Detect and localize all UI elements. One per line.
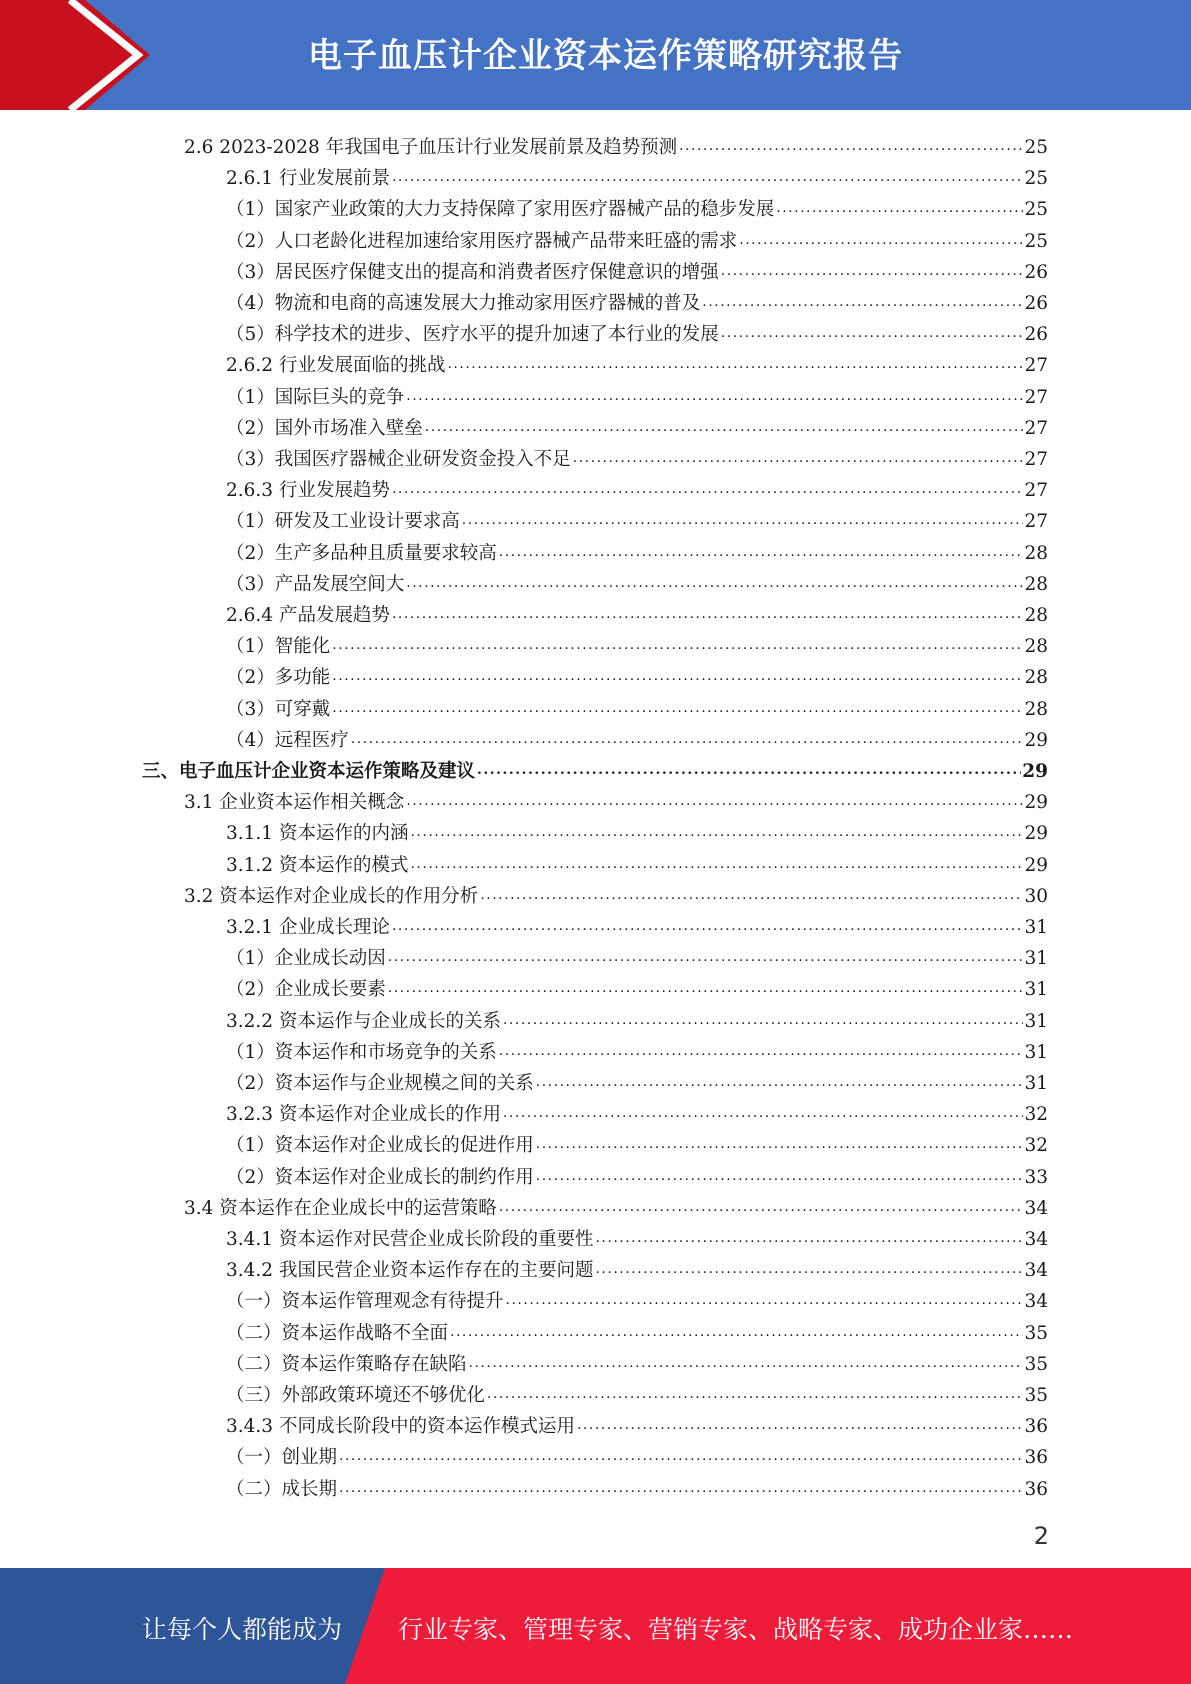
toc-entry-title: （3）可穿戴 (226, 698, 331, 720)
toc-entry[interactable] (226, 190, 1048, 221)
toc-entry-page: 25 (1024, 199, 1048, 221)
toc-entry[interactable] (226, 1376, 1048, 1407)
toc-entry-title: （2）国外市场准入壁垒 (226, 417, 423, 439)
dot-leader (480, 884, 1023, 906)
toc-entry[interactable] (226, 284, 1048, 315)
toc-entry-title: 三、电子血压计企业资本运作策略及建议 (142, 761, 476, 782)
toc-entry-page: 28 (1024, 636, 1048, 658)
dot-leader (536, 1165, 1024, 1187)
toc-entry-page: 31 (1024, 979, 1048, 1001)
dot-leader (595, 1227, 1023, 1249)
toc-entry-page: 27 (1024, 449, 1048, 470)
dot-leader (506, 1289, 1024, 1311)
toc-entry[interactable] (226, 1095, 1048, 1126)
dot-leader (499, 1040, 1024, 1062)
toc-entry-title: （1）资本运作对企业成长的促进作用 (226, 1135, 534, 1157)
toc-entry[interactable] (226, 1002, 1048, 1033)
toc-entry-page: 36 (1024, 1478, 1048, 1500)
toc-entry-title: 3.1.1 资本运作的内涵 (226, 823, 409, 845)
toc-entry-title: （2）资本运作与企业规模之间的关系 (226, 1073, 534, 1094)
toc-entry-page: 31 (1024, 1073, 1048, 1094)
toc-entry-page: 31 (1024, 1041, 1048, 1063)
toc-entry[interactable] (226, 378, 1048, 409)
toc-entry-page: 27 (1024, 480, 1048, 502)
report-title: 电子血压计企业资本运作策略研究报告 (308, 36, 903, 76)
toc-entry-title: （1）国际巨头的竞争 (226, 386, 405, 408)
toc-entry-page: 27 (1024, 355, 1048, 377)
dot-leader (339, 1445, 1023, 1467)
dot-leader (392, 478, 1023, 500)
toc-entry-title: 3.2.1 企业成长理论 (226, 917, 390, 938)
toc-entry-title: 2.6.3 行业发展趋势 (226, 480, 390, 502)
dot-leader (499, 541, 1024, 563)
dot-leader (425, 416, 1024, 438)
toc-entry-page: 27 (1024, 511, 1048, 533)
header-banner (0, 0, 1191, 110)
toc-entry[interactable] (226, 1158, 1048, 1189)
dot-leader (392, 166, 1023, 188)
toc-entry[interactable] (226, 346, 1048, 377)
footer-banner (0, 1568, 1191, 1684)
toc-entry-title: 2.6.1 行业发展前景 (226, 168, 390, 190)
dot-leader (462, 509, 1024, 531)
dot-leader (702, 291, 1023, 313)
toc-entry[interactable] (226, 534, 1048, 565)
toc-entry-title: （4）物流和电商的高速发展大力推动家用医疗器械的普及 (226, 293, 701, 314)
dot-leader (499, 1196, 1024, 1218)
toc-entry[interactable] (226, 627, 1048, 658)
toc-entry-title: （二）资本运作战略不全面 (226, 1322, 449, 1344)
toc-entry-page: 28 (1024, 542, 1048, 564)
toc-entry-page: 26 (1024, 261, 1048, 283)
footer-slogan: 让每个人都能成为 (142, 1615, 343, 1644)
toc-entry-title: 3.4.3 不同成长阶段中的资本运作模式运用 (226, 1416, 575, 1438)
toc-entry[interactable] (184, 1189, 1048, 1220)
dot-leader (351, 728, 1024, 750)
toc-entry-page: 32 (1024, 1104, 1048, 1126)
dot-leader (536, 1071, 1024, 1093)
toc-entry-title: 3.4 资本运作在企业成长中的运营策略 (184, 1197, 497, 1219)
toc-entry[interactable] (226, 159, 1048, 190)
toc-entry[interactable] (226, 1282, 1048, 1313)
dot-leader (406, 790, 1023, 812)
dot-leader (477, 759, 1021, 781)
toc-entry-title: 3.1 企业资本运作相关概念 (184, 792, 405, 814)
toc-entry-title: （2）多功能 (226, 667, 331, 689)
toc-entry-page: 35 (1024, 1322, 1048, 1344)
dot-leader (577, 1414, 1023, 1436)
toc-entry[interactable] (226, 222, 1048, 253)
dot-leader (503, 1009, 1023, 1031)
toc-entry-page: 30 (1024, 885, 1048, 907)
toc-entry-page: 31 (1024, 917, 1048, 938)
toc-entry-page: 26 (1024, 324, 1048, 346)
toc-entry[interactable] (226, 1438, 1048, 1469)
toc-entry-title: （二）成长期 (226, 1478, 338, 1500)
toc-entry-title: （1）企业成长动因 (226, 948, 386, 970)
toc-entry[interactable] (226, 846, 1048, 877)
toc-entry[interactable] (226, 814, 1048, 845)
toc-entry-page: 28 (1024, 573, 1048, 595)
dot-leader (573, 447, 1024, 469)
dot-leader (503, 1102, 1023, 1124)
toc-entry[interactable] (226, 440, 1048, 471)
toc-entry-page: 33 (1024, 1166, 1048, 1188)
toc-entry-title: （3）我国医疗器械企业研发资金投入不足 (226, 449, 571, 470)
toc-entry-page: 29 (1022, 761, 1048, 782)
dot-leader (469, 1352, 1024, 1374)
toc-entry-page: 32 (1024, 1135, 1048, 1157)
toc-entry[interactable] (226, 1220, 1048, 1251)
toc-entry-title: 3.1.2 资本运作的模式 (226, 854, 409, 876)
toc-entry[interactable] (226, 970, 1048, 1001)
toc-entry[interactable] (226, 1314, 1048, 1345)
toc-entry[interactable] (226, 690, 1048, 721)
toc-entry[interactable] (226, 1345, 1048, 1376)
dot-leader (339, 1477, 1023, 1499)
dot-leader (388, 946, 1024, 968)
toc-entry-page: 28 (1024, 667, 1048, 689)
toc-entry[interactable] (226, 409, 1048, 440)
dot-leader (392, 603, 1023, 625)
toc-entry-title: 3.2.3 资本运作对企业成长的作用 (226, 1104, 501, 1126)
toc-entry-page: 27 (1024, 417, 1048, 439)
toc-entry-page: 35 (1024, 1353, 1048, 1375)
toc-entry[interactable] (226, 1064, 1048, 1095)
toc-entry-title: 2.6 2023-2028 年我国电子血压计行业发展前景及趋势预测 (184, 137, 678, 158)
toc-entry[interactable] (184, 128, 1048, 159)
dot-leader (332, 665, 1023, 687)
toc-entry[interactable] (226, 253, 1048, 284)
toc-entry-title: （3）居民医疗保健支出的提高和消费者医疗保健意识的增强 (226, 261, 719, 283)
dot-leader (447, 353, 1023, 375)
toc-entry[interactable] (226, 502, 1048, 533)
toc-entry[interactable] (226, 565, 1048, 596)
toc-entry-title: 2.6.2 行业发展面临的挑战 (226, 355, 446, 377)
toc-entry[interactable] (226, 1251, 1048, 1282)
toc-entry[interactable] (226, 721, 1048, 752)
toc-entry-title: 3.4.2 我国民营企业资本运作存在的主要问题 (226, 1260, 594, 1282)
dot-leader (450, 1321, 1023, 1343)
dot-leader (595, 1258, 1023, 1280)
toc-entry-page: 34 (1024, 1229, 1048, 1250)
toc-entry-page: 31 (1024, 1010, 1048, 1032)
toc-entry-title: （1）国家产业政策的大力支持保障了家用医疗器械产品的稳步发展 (226, 199, 775, 221)
footer-roles: 行业专家、管理专家、营销专家、战略专家、成功企业家…… (398, 1615, 1074, 1644)
toc-entry[interactable] (226, 1126, 1048, 1157)
dot-leader (410, 821, 1023, 843)
dot-leader (406, 385, 1023, 407)
dot-leader (332, 634, 1023, 656)
toc-entry[interactable] (184, 783, 1048, 814)
toc-entry[interactable] (226, 1407, 1048, 1438)
toc-entry[interactable] (184, 877, 1048, 908)
toc-entry-title: 2.6.4 产品发展趋势 (226, 605, 390, 626)
toc-entry[interactable] (226, 1033, 1048, 1064)
dot-leader (392, 915, 1023, 937)
dot-leader (679, 135, 1023, 157)
dot-leader (536, 1133, 1024, 1155)
toc-entry-title: 3.4.1 资本运作对民营企业成长阶段的重要性 (226, 1229, 594, 1250)
toc-entry-page: 27 (1024, 386, 1048, 408)
toc-entry[interactable] (226, 471, 1048, 502)
toc-entry-page: 36 (1024, 1447, 1048, 1469)
dot-leader (388, 977, 1024, 999)
toc-entry-page: 29 (1024, 854, 1048, 876)
toc-entry-page: 34 (1024, 1260, 1048, 1282)
toc-entry-title: （1）研发及工业设计要求高 (226, 511, 460, 533)
toc-entry-title: （一）资本运作管理观念有待提升 (226, 1291, 504, 1313)
toc-entry[interactable] (226, 908, 1048, 939)
toc-entry-title: （2）人口老龄化进程加速给家用医疗器械产品带来旺盛的需求 (226, 230, 738, 252)
toc-entry-title: （1）智能化 (226, 636, 331, 658)
dot-leader (332, 697, 1023, 719)
toc-entry-page: 29 (1024, 823, 1048, 845)
toc-entry-page: 25 (1024, 230, 1048, 252)
dot-leader (721, 322, 1024, 344)
toc-entry-title: （2）生产多品种且质量要求较高 (226, 542, 497, 564)
toc-entry-title: （3）产品发展空间大 (226, 573, 405, 595)
dot-leader (410, 853, 1023, 875)
toc-entry-title: （三）外部政策环境还不够优化 (226, 1385, 486, 1406)
toc-entry-title: （一）创业期 (226, 1447, 338, 1469)
toc-entry-page: 34 (1024, 1291, 1048, 1313)
toc-entry-title: （4）远程医疗 (226, 729, 349, 751)
toc-entry-page: 28 (1024, 698, 1048, 720)
toc-entry-page: 34 (1024, 1197, 1048, 1219)
dot-leader (739, 229, 1023, 251)
toc-entry-title: （5）科学技术的进步、医疗水平的提升加速了本行业的发展 (226, 324, 719, 346)
toc-entry-title: （2）资本运作对企业成长的制约作用 (226, 1166, 534, 1188)
toc-entry-title: 3.2.2 资本运作与企业成长的关系 (226, 1010, 501, 1032)
toc-entry-title: （1）资本运作和市场竞争的关系 (226, 1041, 497, 1063)
toc-entry-title: （二）资本运作策略存在缺陷 (226, 1353, 467, 1375)
toc-entry-page: 29 (1024, 792, 1048, 814)
toc-entry[interactable] (226, 939, 1048, 970)
toc-entry-page: 29 (1024, 729, 1048, 751)
toc-entry-page: 25 (1024, 137, 1048, 158)
toc-entry-page: 36 (1024, 1416, 1048, 1438)
toc-entry-page: 26 (1024, 293, 1048, 314)
dot-leader (487, 1383, 1023, 1405)
toc-entry-page: 25 (1024, 168, 1048, 190)
dot-leader (776, 197, 1023, 219)
toc-entry[interactable] (226, 1470, 1048, 1501)
dot-leader (721, 260, 1024, 282)
dot-leader (406, 572, 1023, 594)
toc-entry-title: （2）企业成长要素 (226, 979, 386, 1001)
toc-entry[interactable] (142, 752, 1048, 783)
toc-entry[interactable] (226, 596, 1048, 627)
toc-entry-title: 3.2 资本运作对企业成长的作用分析 (184, 885, 479, 907)
toc-entry-page: 35 (1024, 1385, 1048, 1406)
toc-entry-page: 28 (1024, 605, 1048, 626)
toc-entry-page: 31 (1024, 948, 1048, 970)
toc-entry[interactable] (226, 658, 1048, 689)
page-number: 2 (1033, 1522, 1049, 1550)
toc-entry[interactable] (226, 315, 1048, 346)
